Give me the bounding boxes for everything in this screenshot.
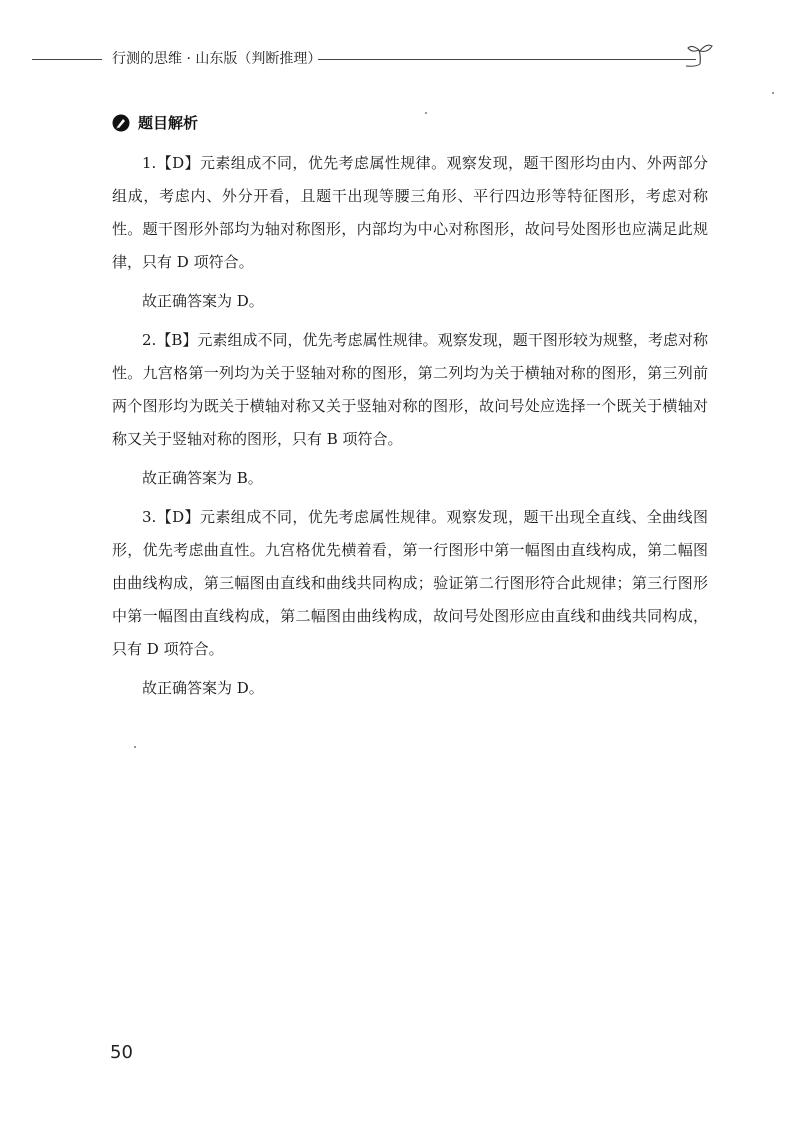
analysis-item	[112, 324, 708, 495]
header-title: 行测的思维 · 山东版（判断推理）	[112, 51, 322, 67]
page-number: 50	[110, 1042, 133, 1063]
scan-speck	[134, 746, 136, 748]
section-heading	[112, 112, 708, 133]
header-rule-left	[32, 59, 102, 60]
answer-line: 故正确答案为 B。	[142, 469, 263, 487]
answer-line: 故正确答案为 D。	[142, 292, 264, 310]
section-title: 题目解析	[138, 114, 199, 132]
running-header	[0, 40, 800, 80]
pen-icon	[112, 114, 130, 132]
header-rule-right	[318, 59, 696, 60]
analysis-text: 2.【B】元素组成不同，优先考虑属性规律。观察发现，题干图形较为规整，考虑对称性。九宫格第一列均为关于竖轴对称的图形，第二列均为关于横轴对称的图形，第三列前两个图形均为既关于横轴对称又关于竖轴对称的图形，故问号处应选择一个既关于横轴对称又关于竖轴对称的图形，只有 B 项符合。	[112, 331, 708, 448]
answer-line: 故正确答案为 D。	[142, 679, 264, 697]
main-content	[112, 112, 708, 711]
analysis-text: 1.【D】元素组成不同，优先考虑属性规律。观察发现，题干图形均由内、外两部分组成，考虑内、外分开看，且题干出现等腰三角形、平行四边形等特征图形，考虑对称性。题干图形外部均为轴对称图形，内部均为中心对称图形，故问号处图形也应满足此规律，只有 D 项符合。	[112, 154, 708, 271]
analysis-item	[112, 147, 708, 318]
sprout-icon	[682, 40, 718, 70]
scan-speck	[425, 112, 427, 114]
analysis-text: 3.【D】元素组成不同，优先考虑属性规律。观察发现，题干出现全直线、全曲线图形，优先考虑曲直性。九宫格优先横着看，第一行图形中第一幅图由直线构成，第二幅图由曲线构成，第三幅图由直线和曲线共同构成；验证第二行图形符合此规律；第三行图形中第一幅图由直线构成，第二幅图由曲线构成，故问号处图形应由直线和曲线共同构成，只有 D 项符合。	[112, 508, 708, 658]
scan-speck	[772, 92, 774, 94]
analysis-item	[112, 501, 708, 705]
